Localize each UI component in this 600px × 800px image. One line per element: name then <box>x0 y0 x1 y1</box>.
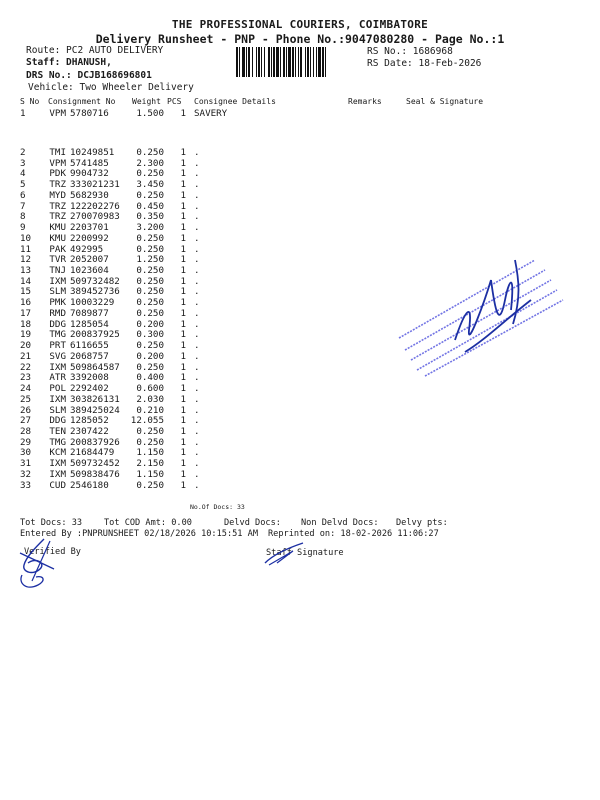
row-consignment-no: 509838476 <box>70 468 120 480</box>
row-prefix: POL <box>49 383 66 395</box>
row-consignee: . <box>194 232 200 244</box>
row-sno: 1 <box>20 108 26 119</box>
row-pcs: 1 <box>180 265 186 277</box>
row-sno: 26 <box>20 404 32 416</box>
row-weight: 0.250 <box>136 232 164 244</box>
row-consignment-no: 2052007 <box>70 254 109 266</box>
row-prefix: DDG <box>49 415 66 427</box>
row-prefix: TMG <box>49 436 66 448</box>
row-consignee: . <box>194 468 200 480</box>
no-of-docs-label: No.Of Docs: 33 <box>190 503 245 511</box>
row-consignment-no: 389452736 <box>70 286 120 298</box>
delvd-docs-label: Delvd Docs: <box>224 518 281 528</box>
row-sno: 2 <box>20 147 26 158</box>
row-consignee: . <box>194 307 200 319</box>
row-weight: 12.055 <box>130 415 164 427</box>
row-consignee: . <box>194 383 200 395</box>
row-weight: 1.150 <box>136 447 164 459</box>
row-weight: 0.250 <box>136 147 164 158</box>
row-sno: 32 <box>20 468 32 480</box>
row-pcs: 1 <box>180 179 186 191</box>
row-consignee: . <box>194 189 200 201</box>
row-pcs: 1 <box>180 297 186 309</box>
route-label: Route: PC2 AUTO DELIVERY <box>26 45 164 56</box>
verifier-signature-scribble <box>14 535 64 593</box>
table-row <box>0 158 600 169</box>
row-pcs: 1 <box>180 329 186 341</box>
row-consignment-no: 6116655 <box>70 340 109 352</box>
row-prefix: DDG <box>49 318 66 330</box>
table-row <box>0 437 600 448</box>
row-consignee: . <box>194 350 200 362</box>
drs-no-label: DRS No.: DCJB168696801 <box>26 70 152 81</box>
row-consignee: . <box>194 157 200 169</box>
row-consignee: . <box>194 447 200 459</box>
row-weight: 0.250 <box>136 243 164 255</box>
row-consignee: . <box>194 361 200 373</box>
row-consignee: . <box>194 329 200 341</box>
table-row <box>0 426 600 437</box>
row-prefix: MYD <box>49 189 66 201</box>
table-row <box>0 147 600 158</box>
row-weight: 0.250 <box>136 275 164 287</box>
row-weight: 1.250 <box>136 254 164 266</box>
row-consignment-no: 21684479 <box>70 447 115 459</box>
row-pcs: 1 <box>180 200 186 212</box>
row-pcs: 1 <box>180 189 186 201</box>
row-sno: 23 <box>20 372 32 384</box>
row-pcs: 1 <box>180 458 186 470</box>
row-prefix: KMU <box>49 222 66 234</box>
table-row <box>0 469 600 480</box>
row-consignment-no: 2203701 <box>70 222 109 234</box>
table-row <box>0 190 600 201</box>
row-sno: 10 <box>20 232 32 244</box>
row-sno: 24 <box>20 383 32 395</box>
row-pcs: 1 <box>180 350 186 362</box>
row-weight: 0.250 <box>136 168 164 180</box>
row-prefix: SLM <box>49 404 66 416</box>
row-weight: 2.300 <box>136 157 164 169</box>
row-prefix: VPM <box>49 157 66 169</box>
row-sno: 4 <box>20 168 26 180</box>
row-sno: 25 <box>20 393 32 405</box>
row-prefix: IXM <box>49 393 66 405</box>
row-consignee: . <box>194 318 200 330</box>
row-pcs: 1 <box>180 254 186 266</box>
row-pcs: 1 <box>180 222 186 234</box>
row-prefix: RMD <box>49 307 66 319</box>
row-consignment-no: 2546180 <box>70 479 109 491</box>
row-prefix: CUD <box>49 479 66 491</box>
tot-cod-label: Tot COD Amt: 0.00 <box>104 518 192 528</box>
row-consignee: . <box>194 254 200 266</box>
row-pcs: 1 <box>180 393 186 405</box>
row-consignee: . <box>194 211 200 223</box>
reprinted-on-label: Reprinted on: 18-02-2026 11:06:27 <box>268 529 439 539</box>
row-consignee: . <box>194 458 200 470</box>
row-sno: 9 <box>20 222 26 234</box>
row-pcs: 1 <box>180 372 186 384</box>
row-prefix: IXM <box>49 275 66 287</box>
row-consignment-no: 1285052 <box>70 415 109 427</box>
delvy-pts-label: Delvy pts: <box>396 518 448 528</box>
col-seal-signature: Seal & Signature <box>406 97 484 106</box>
row-consignment-no: 270070983 <box>70 211 120 223</box>
row-sno: 5 <box>20 179 26 191</box>
col-consignment: Consignment No <box>48 97 116 106</box>
row-consignee: SAVERY <box>194 108 228 119</box>
row-prefix: TVR <box>49 254 66 266</box>
barcode-image <box>236 47 364 77</box>
row-consignee: . <box>194 297 200 309</box>
table-row <box>0 480 600 491</box>
row-consignment-no: 2292402 <box>70 383 109 395</box>
row-prefix: PDK <box>49 168 66 180</box>
row-pcs: 1 <box>180 479 186 491</box>
row-pcs: 1 <box>180 286 186 298</box>
row-weight: 0.300 <box>136 329 164 341</box>
row-pcs: 1 <box>180 425 186 437</box>
row-consignment-no: 10003229 <box>70 297 115 309</box>
row-consignment-no: 1285054 <box>70 318 109 330</box>
row-consignment-no: 2068757 <box>70 350 109 362</box>
row-sno: 30 <box>20 447 32 459</box>
row-weight: 1.500 <box>136 108 164 119</box>
row-consignment-no: 509732452 <box>70 458 120 470</box>
row-weight: 0.350 <box>136 211 164 223</box>
table-row <box>0 222 600 233</box>
col-sno: S No <box>20 97 40 106</box>
row-pcs: 1 <box>180 447 186 459</box>
row-consignment-no: 9904732 <box>70 168 109 180</box>
row-sno: 12 <box>20 254 32 266</box>
row-prefix: TRZ <box>49 200 66 212</box>
table-row <box>0 405 600 416</box>
row-prefix: ATR <box>49 372 66 384</box>
row-consignee: . <box>194 179 200 191</box>
row-consignment-no: 509732482 <box>70 275 120 287</box>
row-consignment-no: 2200992 <box>70 232 109 244</box>
row-consignee: . <box>194 415 200 427</box>
row-consignment-no: 509864587 <box>70 361 120 373</box>
row-consignee: . <box>194 479 200 491</box>
row-pcs: 1 <box>180 436 186 448</box>
row-sno: 3 <box>20 157 26 169</box>
row-pcs: 1 <box>180 157 186 169</box>
row-consignee: . <box>194 425 200 437</box>
vehicle-label: Vehicle: Two Wheeler Delivery <box>28 82 194 93</box>
row-pcs: 1 <box>180 307 186 319</box>
row-pcs: 1 <box>180 108 186 119</box>
row-pcs: 1 <box>180 243 186 255</box>
row-sno: 15 <box>20 286 32 298</box>
row-prefix: TEN <box>49 425 66 437</box>
row-sno: 28 <box>20 425 32 437</box>
row-sno: 8 <box>20 211 26 223</box>
row-sno: 19 <box>20 329 32 341</box>
row-consignee: . <box>194 286 200 298</box>
row-pcs: 1 <box>180 404 186 416</box>
row-sno: 21 <box>20 350 32 362</box>
row-weight: 0.200 <box>136 318 164 330</box>
table-row <box>0 179 600 190</box>
row-prefix: TRZ <box>49 211 66 223</box>
delivery-stamp-signature <box>395 240 570 385</box>
row-consignment-no: 3392008 <box>70 372 109 384</box>
row-sno: 7 <box>20 200 26 212</box>
row-consignee: . <box>194 222 200 234</box>
row-pcs: 1 <box>180 318 186 330</box>
col-weight: Weight <box>132 97 161 106</box>
non-delvd-docs-label: Non Delvd Docs: <box>301 518 379 528</box>
row-weight: 0.250 <box>136 189 164 201</box>
row-consignment-no: 122202276 <box>70 200 120 212</box>
table-row <box>0 211 600 222</box>
row-pcs: 1 <box>180 275 186 287</box>
row-weight: 1.150 <box>136 468 164 480</box>
table-row <box>0 458 600 469</box>
row-prefix: VPM <box>49 108 66 119</box>
row-prefix: IXM <box>49 458 66 470</box>
row-sno: 33 <box>20 479 32 491</box>
verified-by-label: Verified By <box>24 547 81 557</box>
row-sno: 17 <box>20 307 32 319</box>
row-consignment-no: 389425024 <box>70 404 120 416</box>
table-row <box>0 394 600 405</box>
row-weight: 0.250 <box>136 425 164 437</box>
row-pcs: 1 <box>180 232 186 244</box>
row-sno: 13 <box>20 265 32 277</box>
row-consignment-no: 5780716 <box>70 108 109 119</box>
row-weight: 0.600 <box>136 383 164 395</box>
row-pcs: 1 <box>180 361 186 373</box>
row-pcs: 1 <box>180 340 186 352</box>
row-consignment-no: 1023604 <box>70 265 109 277</box>
row-consignment-no: 5741485 <box>70 157 109 169</box>
row-pcs: 1 <box>180 211 186 223</box>
row-consignee: . <box>194 404 200 416</box>
row-prefix: IXM <box>49 361 66 373</box>
row-pcs: 1 <box>180 168 186 180</box>
company-title: THE PROFESSIONAL COURIERS, COIMBATORE <box>171 18 429 31</box>
row-pcs: 1 <box>180 415 186 427</box>
row-weight: 0.450 <box>136 200 164 212</box>
row-prefix: TMG <box>49 329 66 341</box>
row-consignment-no: 200837925 <box>70 329 120 341</box>
staff-signature-label: Staff Signature <box>266 548 344 558</box>
row-consignee: . <box>194 200 200 212</box>
row-weight: 3.450 <box>136 179 164 191</box>
row-prefix: KCM <box>49 447 66 459</box>
row-weight: 0.400 <box>136 372 164 384</box>
col-pcs: PCS <box>167 97 182 106</box>
rs-date-label: RS Date: 18-Feb-2026 <box>367 58 482 69</box>
row-consignment-no: 333021231 <box>70 179 120 191</box>
col-consignee: Consignee Details <box>194 97 276 106</box>
rs-no-label: RS No.: 1686968 <box>367 46 453 57</box>
row-sno: 16 <box>20 297 32 309</box>
row-weight: 0.250 <box>136 286 164 298</box>
row-weight: 0.210 <box>136 404 164 416</box>
row-pcs: 1 <box>180 147 186 158</box>
row-consignee: . <box>194 265 200 277</box>
row-consignee: . <box>194 275 200 287</box>
row-prefix: IXM <box>49 468 66 480</box>
row-consignment-no: 5682930 <box>70 189 109 201</box>
row-consignment-no: 492995 <box>70 243 104 255</box>
row-prefix: PRT <box>49 340 66 352</box>
row-sno: 11 <box>20 243 32 255</box>
row-sno: 20 <box>20 340 32 352</box>
table-row <box>0 201 600 212</box>
staff-signature-scribble <box>263 541 307 567</box>
tot-docs-label: Tot Docs: 33 <box>20 518 83 528</box>
table-row <box>0 447 600 458</box>
row-weight: 0.250 <box>136 436 164 448</box>
table-row <box>0 415 600 426</box>
table-row <box>0 168 600 179</box>
runsheet-title: Delivery Runsheet - PNP - Phone No.:9047080280 - Page No.:1 <box>95 32 505 46</box>
row-sno: 6 <box>20 189 26 201</box>
row-consignee: . <box>194 340 200 352</box>
table-row <box>0 108 600 119</box>
row-weight: 2.150 <box>136 458 164 470</box>
row-sno: 22 <box>20 361 32 373</box>
staff-label: Staff: DHANUSH, <box>26 57 112 68</box>
row-weight: 0.250 <box>136 479 164 491</box>
row-sno: 31 <box>20 458 32 470</box>
row-consignment-no: 303826131 <box>70 393 120 405</box>
row-consignee: . <box>194 393 200 405</box>
row-prefix: SLM <box>49 286 66 298</box>
row-weight: 0.250 <box>136 361 164 373</box>
row-prefix: KMU <box>49 232 66 244</box>
row-consignment-no: 10249851 <box>70 147 115 158</box>
row-prefix: PAK <box>49 243 66 255</box>
row-prefix: SVG <box>49 350 66 362</box>
col-remarks: Remarks <box>348 97 382 106</box>
row-weight: 0.250 <box>136 265 164 277</box>
entered-by-label: Entered By :PNPRUNSHEET 02/18/2026 10:15:51 AM <box>20 529 258 539</box>
row-sno: 27 <box>20 415 32 427</box>
row-consignee: . <box>194 436 200 448</box>
row-weight: 0.200 <box>136 350 164 362</box>
row-consignee: . <box>194 372 200 384</box>
row-consignee: . <box>194 243 200 255</box>
row-consignment-no: 200837926 <box>70 436 120 448</box>
row-weight: 0.250 <box>136 307 164 319</box>
row-weight: 3.200 <box>136 222 164 234</box>
row-sno: 14 <box>20 275 32 287</box>
row-weight: 0.250 <box>136 340 164 352</box>
row-weight: 0.250 <box>136 297 164 309</box>
row-consignment-no: 7089877 <box>70 307 109 319</box>
row-prefix: PMK <box>49 297 66 309</box>
row-pcs: 1 <box>180 468 186 480</box>
row-sno: 18 <box>20 318 32 330</box>
row-prefix: TNJ <box>49 265 66 277</box>
row-sno: 29 <box>20 436 32 448</box>
row-prefix: TRZ <box>49 179 66 191</box>
row-consignment-no: 2307422 <box>70 425 109 437</box>
row-weight: 2.030 <box>136 393 164 405</box>
row-consignee: . <box>194 147 200 158</box>
row-consignee: . <box>194 168 200 180</box>
row-prefix: TMI <box>49 147 66 158</box>
row-pcs: 1 <box>180 383 186 395</box>
